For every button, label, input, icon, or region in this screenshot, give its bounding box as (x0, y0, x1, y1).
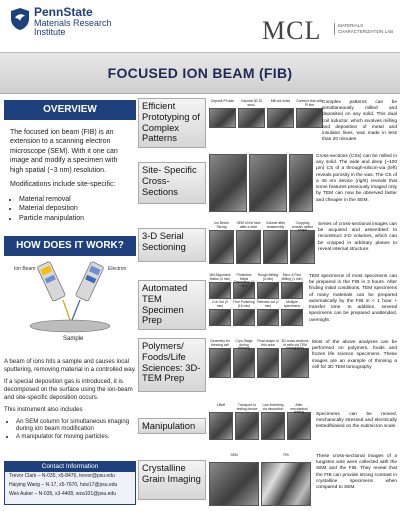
volume-render-image (263, 230, 288, 264)
figure-caption: Deposit Pt dots (211, 99, 234, 103)
figure-caption: FIB (283, 453, 289, 457)
row-prototyping (138, 98, 397, 148)
lab-name: MATERIALS CHARACTERIZATION LAB (334, 23, 396, 35)
sem-image (209, 108, 236, 128)
sem-image (257, 348, 279, 378)
overview-body (10, 128, 132, 223)
list-item: • Material removal (19, 195, 132, 204)
figure-caption: Geometry for thinning cell (210, 339, 230, 347)
figure (281, 301, 303, 326)
figure (236, 222, 261, 264)
list-item: • Particle manipulation (19, 214, 132, 223)
how-body (4, 358, 136, 443)
figure-caption: Volume after reassembly (265, 221, 286, 229)
figure (233, 274, 255, 299)
figure-caption: Low footstring via deposition (262, 403, 284, 411)
figure (296, 100, 323, 128)
diagram-ion-label: Ion Beam (14, 266, 36, 272)
contact-heading: Contact Information (5, 462, 135, 472)
row-label: Manipulation (138, 418, 206, 434)
row-description: These cross-sectional images of a tungsten wire were collected with the SEM and the FIB. They reveal that the FIB can provide strong contrast in crystalline specimens when compared to SEM. (316, 454, 397, 491)
row-label: Efficient Prototyping of Complex Patterns (138, 98, 206, 148)
figure (261, 404, 285, 440)
figure (233, 340, 255, 378)
row-figures (209, 222, 315, 264)
list-item: • A manipulator for moving particles. (16, 433, 136, 441)
row-figures (209, 340, 309, 378)
row-life-sciences (138, 338, 397, 394)
overview-modifications-intro: Modifications include site-specific: (10, 181, 116, 189)
contact-line: Wes Auker – N-035, x3-4408, wza101@psu.edu (9, 491, 116, 497)
sem-image (209, 462, 259, 506)
how-heading: HOW DOES IT WORK? (4, 236, 136, 256)
row-label: Crystalline Grain Imaging (138, 460, 206, 500)
sem-image (249, 154, 287, 212)
figure-caption: Cryo-Stage during thinning (235, 339, 253, 351)
row-description: Complex patterns can be simultaneously milled and deposited on any solid. This dual coil inductor, which involves milling and deposition of metal and insulator lines, was made in less than 20 minutes (322, 100, 397, 143)
figure-caption: Liftoff (216, 403, 226, 407)
poster-title: FOCUSED ION BEAM (FIB) (107, 65, 293, 81)
figure (290, 222, 315, 264)
left-column (4, 100, 136, 508)
figure (267, 100, 294, 128)
tem-tomography-image (281, 348, 309, 378)
sem-image (233, 348, 255, 378)
figure-caption: Rough Milling (4 min) (257, 273, 279, 281)
poster-header (0, 0, 400, 52)
figure (281, 340, 309, 378)
figure-caption: Protective Metal Deposition (3 min) (234, 273, 254, 289)
list-item: • An SEM column for simultaneous imaging during ion beam modification (16, 418, 136, 434)
row-manipulation (138, 402, 397, 446)
row-description: Cross-sections (CSs) can be milled in any solid. The wide and deep (~100 µm) CS of a through-silicon-via (left) reveals porosity in the vias. The CS of a 45 nm device (right) reveals that some features previously imaged only by TEM can now be observed faster and cheaper in the SEM. (316, 154, 397, 203)
figure (289, 154, 313, 212)
figure-caption: Deposit 3D Si struc. (241, 99, 262, 107)
row-figures (209, 454, 311, 506)
sem-image (209, 309, 231, 326)
sem-image (281, 282, 303, 299)
sem-image (267, 108, 294, 128)
figure (209, 301, 231, 326)
figure (209, 454, 259, 506)
row-label: 3-D Serial Sectioning (138, 228, 206, 262)
figure (209, 274, 231, 299)
row-label: Site- Specific Cross-Sections (138, 162, 206, 204)
row-label: Polymers/ Foods/Life Sciences: 3D-TEM Prep (138, 338, 206, 392)
sem-image (238, 108, 265, 128)
row-serial-sectioning (138, 220, 397, 268)
row-grain-imaging (138, 452, 397, 508)
fib-image (261, 462, 311, 506)
sem-image (236, 230, 261, 264)
figure-caption: Mill via holes (270, 99, 291, 103)
sem-image (257, 309, 279, 326)
sem-image (233, 309, 255, 326)
sem-image (287, 412, 311, 440)
figure-caption: SEM (230, 453, 238, 457)
figure (281, 274, 303, 299)
diagram-sample-label: Sample (63, 336, 84, 342)
how-paragraph-1: A beam of ions hits a sample and causes local sputtering, removing material in a controlled way. (4, 358, 136, 373)
institute-line-2: Institute (34, 27, 66, 38)
modifications-list (19, 195, 132, 223)
sem-image (209, 154, 247, 212)
sem-image (281, 309, 303, 326)
contact-box (4, 461, 136, 505)
figure (209, 404, 233, 440)
row-figures (209, 100, 323, 128)
figure (238, 100, 265, 128)
figure-caption: Connect vias with Pt line (296, 99, 323, 107)
row-figures (209, 274, 305, 326)
figure (209, 340, 231, 378)
figure (233, 301, 255, 326)
figure-caption: SEM of the face after a slice (236, 221, 261, 229)
sem-image (209, 282, 231, 299)
figure-caption: Fine Polishing (15 min) (233, 300, 255, 308)
instrument-list (16, 418, 136, 442)
institute-line-1: Materials Research (34, 17, 112, 28)
row-tem-prep (138, 272, 397, 334)
figure (209, 100, 236, 128)
sem-image (209, 348, 231, 378)
figure-caption: 3D cross-sections of cells via TEM tomography (281, 339, 309, 351)
row-description: Series of cross-sectional images can be acquired and assembled to reconstruct 3-D volumes, which can be cropped in arbitrary planes to reveal internal structure. (318, 222, 397, 252)
psu-shield-icon (10, 7, 30, 31)
sem-image (209, 412, 233, 440)
overview-heading: OVERVIEW (4, 100, 136, 120)
fib-diagram (8, 260, 132, 342)
sem-image (296, 108, 323, 128)
sem-image (289, 154, 313, 212)
figure (257, 301, 279, 326)
figure-caption: Multiple specimens (283, 300, 301, 308)
figure-caption: After mechanical testing (290, 403, 308, 415)
diagram-electron-label: Electron (108, 266, 127, 272)
row-cross-sections (138, 152, 397, 216)
figure (235, 404, 259, 440)
row-figures (209, 154, 313, 212)
row-description: Specimens can be moved, mechanically stressed and electrically tested/biased on the submicron scale. (316, 412, 397, 430)
figure (209, 154, 247, 212)
sem-image (261, 412, 285, 440)
figure (263, 222, 288, 264)
how-paragraph-2: If a special deposition gas is introduced, it is decomposed on the surface using the ion-beam and site-specific deposition occurs. (4, 377, 133, 401)
row-description: TEM specimens of most specimens can be prepared in the FIB in 3 hours. After finding initial conditions, TEM specimens of many materials can be prepared automatically by the FIB in < 1 hour + transfer time. In addition, several specimens can be prepared unattended, overnight. (309, 274, 397, 323)
title-band (0, 52, 400, 94)
figure-caption: Med. & Fine Milling (1 min) (281, 273, 303, 281)
figure (249, 154, 287, 212)
figure (287, 404, 311, 440)
list-item: • Material deposition (19, 204, 132, 213)
sem-image (209, 230, 234, 264)
figure-caption: Final shape of thin area (257, 339, 279, 347)
figure-caption: Cropping reveals defect shape (291, 221, 314, 233)
figure-caption: Release cut (1 min) (257, 300, 279, 308)
contact-line: Trevor Clark – N-035, x5-8476, trevor@psu.edu (9, 473, 115, 479)
figure-caption: Cut Out (3 min) (212, 300, 228, 308)
volume-render-image (290, 230, 315, 264)
figure (257, 340, 279, 378)
sem-image (257, 282, 279, 299)
figure-caption: Transport to testing device (236, 403, 258, 411)
figure (209, 222, 234, 264)
row-figures (209, 404, 311, 440)
university-name: PennState (34, 5, 93, 19)
figure-caption: Ion Beam Slicing (214, 221, 229, 229)
institution-logo-text (34, 6, 112, 37)
sem-image (235, 412, 259, 440)
overview-paragraph: The focused ion beam (FIB) is an extension to a scanning electron microscope (SEM). With it one can image and modify a specimen with high spatial (~3 nm) resolution. (10, 129, 118, 174)
figure (261, 454, 311, 506)
row-description: Most of the above analyses can be performed on polymers, foods and frozen life science specimens. These images are an example of thinning a cell for 3D TEM tomography (312, 340, 397, 370)
figure-caption: Mill Alignment Marks (4 min) (209, 273, 231, 281)
how-paragraph-3: This instrument also includes (4, 405, 83, 413)
lab-logo: MCL (262, 16, 322, 45)
figure (257, 274, 279, 299)
row-label: Automated TEM Specimen Prep (138, 280, 206, 330)
contact-line: Haiying Wang – N-17, x5-7670, hzw17@psu.edu (9, 482, 118, 488)
